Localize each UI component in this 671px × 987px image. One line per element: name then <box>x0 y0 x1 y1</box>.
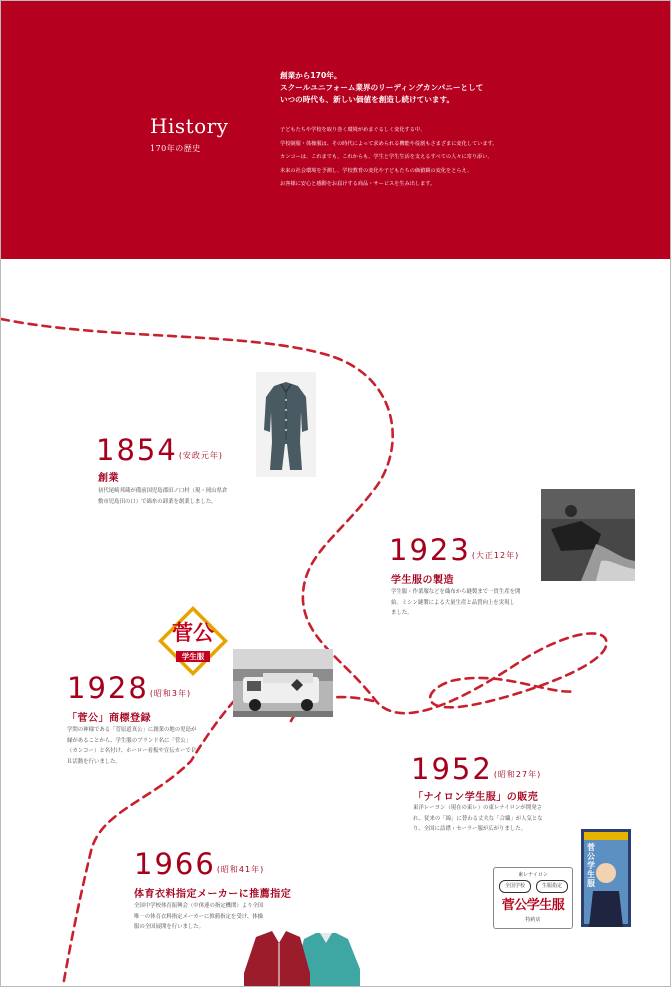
year-1928 <box>67 673 191 709</box>
event-title-1928: 「菅公」商標登録 <box>67 713 151 724</box>
year-1854 <box>96 435 223 471</box>
hero-body-line: 学校制服・体操服は、その時代によって求められる機能や役割もさまざまに変化しています。 <box>280 140 498 147</box>
poster-text: 菅公学生服 <box>587 843 595 888</box>
desc-line: 始。ミシン縫製による大量生産と品質向上を実現し <box>391 599 515 606</box>
year-era: (昭和41年) <box>216 865 265 874</box>
vintage-poster-photo <box>581 829 631 927</box>
sign-footer: 特約店 <box>525 917 541 923</box>
event-title-1952: 「ナイロン学生服」の販売 <box>413 792 539 803</box>
desc-line: 敷市児島田の口）で綿糸の卸業を創業しました。 <box>98 498 217 505</box>
hero-body-line: お客様に安心と感動をお届けする商品・サービスを生み出します。 <box>280 181 436 187</box>
year-era: (昭和27年) <box>493 770 542 779</box>
history-title: History <box>150 114 229 138</box>
year-era: (昭和3年) <box>149 689 192 698</box>
desc-line: 服の全国展開を行いました。 <box>134 924 205 930</box>
year-number: 1928 <box>67 671 149 705</box>
desc-line: れ、従来の「綿」に替わる丈夫な「合繊」が人気とな <box>413 815 543 822</box>
desc-line: 学問の神様である「菅原道真公」に創業の地の児島が <box>67 727 197 733</box>
year-number: 1952 <box>411 752 493 786</box>
event-title-1923: 学生服の製造 <box>391 575 454 586</box>
year-1952 <box>411 754 541 790</box>
hero-section <box>1 1 670 259</box>
enamel-sign-photo <box>493 867 573 929</box>
desc-line: り、全国に詰襟・セーラー服が広がりました。 <box>413 826 526 832</box>
tracksuit-photo <box>236 929 366 986</box>
desc-line: 縁があることから、学生服のブランド名に「菅公」 <box>67 737 191 744</box>
sign-small-text: 東レナイロン <box>518 872 548 878</box>
year-number: 1923 <box>389 533 471 567</box>
hero-lead-line: スクールユニフォーム業界のリーディングカンパニーとして <box>280 83 484 92</box>
hero-body-line: カンコーは、これまでも、これからも、学生と学生生活を支えるすべての人々に寄り添い、 <box>280 154 493 160</box>
year-number: 1966 <box>134 847 216 881</box>
hero-lead-line: 創業から170年。 <box>280 71 342 80</box>
hero-body-line: 未来の社会環境を予測し、学校教育の変化や子どもたちの価値観の変化をとらえ、 <box>280 167 473 174</box>
hero-body-line: 子どもたちや学校を取り巻く環境がめまぐるしく変化する中、 <box>280 127 426 133</box>
year-number: 1854 <box>96 433 178 467</box>
sign-left-badge: 全国学校 <box>499 880 531 893</box>
desc-line: 学生服・作業服などを織布から縫製まで一貫生産を開 <box>391 589 521 595</box>
desc-line: 初代尾崎邦蔵が備前国児島郡田ノ口村（現・岡山県倉 <box>98 488 228 494</box>
sewing-factory-photo <box>541 489 635 581</box>
desc-line: ました。 <box>391 610 413 616</box>
year-1966 <box>134 849 264 885</box>
event-desc-1854 <box>98 486 227 507</box>
desc-line: 唯一の体育衣料指定メーカーに推薦指定を受け、体操 <box>134 913 264 920</box>
desc-line: （カンコー）と名付け、ホーロー看板や宣伝カーでＰ <box>67 748 197 754</box>
event-desc-1966 <box>134 901 263 933</box>
sign-right-badge: 生服指定 <box>536 880 568 893</box>
year-1923 <box>389 535 519 571</box>
hero-lead-line: いつの時代も、新しい価値を創造し続けています。 <box>280 95 455 104</box>
year-era: (大正12年) <box>471 551 520 560</box>
uniform-photo-1854 <box>256 372 316 477</box>
sign-brand: 菅公学生服 <box>501 898 565 913</box>
history-subtitle: 170年の歴史 <box>150 144 201 153</box>
event-desc-1952 <box>413 803 543 835</box>
promo-car-photo <box>233 649 333 717</box>
desc-line: 東洋レーヨン（現在の東レ）の東レナイロンが開発さ <box>413 805 542 811</box>
event-title-1854: 創業 <box>98 473 119 484</box>
event-desc-1928 <box>67 725 196 767</box>
hero-lead <box>280 70 483 106</box>
event-title-1966: 体育衣料指定メーカーに推薦指定 <box>134 889 292 900</box>
kanko-logo <box>156 604 230 678</box>
logo-top-text: 菅公 <box>172 621 214 645</box>
event-desc-1923 <box>391 587 520 619</box>
logo-bottom-text: 学生服 <box>181 652 205 661</box>
desc-line: 全国中学校体育振興会（中体連の指定機関）より全国 <box>134 903 264 909</box>
hero-body <box>280 124 497 192</box>
year-era: (安政元年) <box>178 451 224 460</box>
desc-line: Ｒ活動を行いました。 <box>67 758 121 765</box>
